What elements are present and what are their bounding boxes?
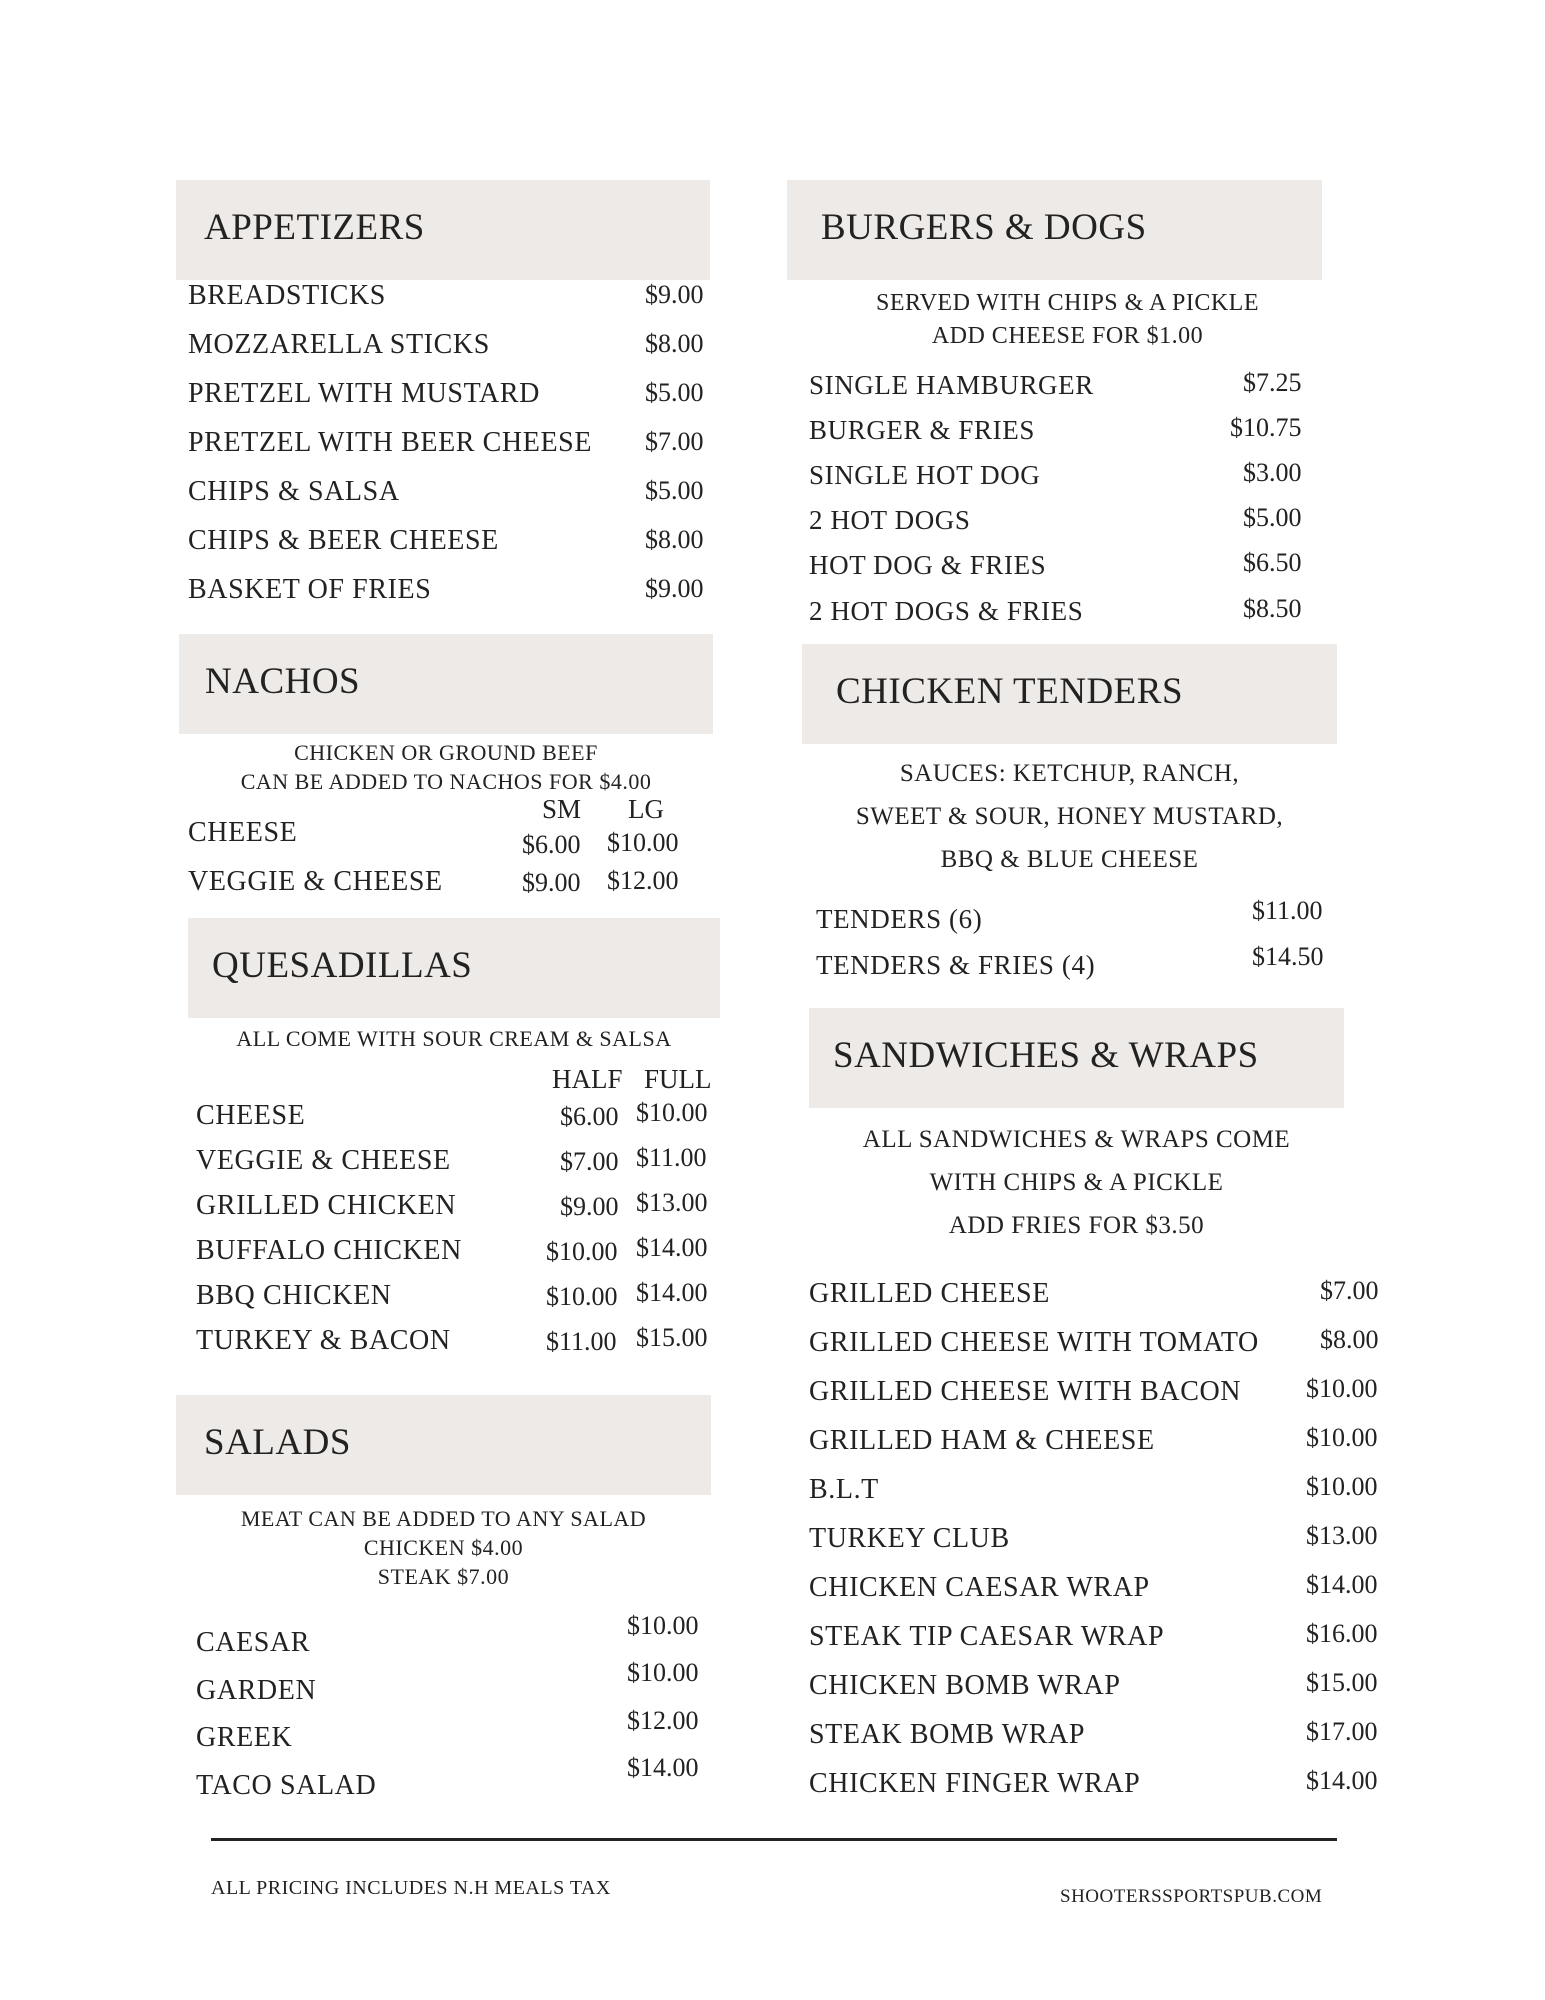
menu-item-price: $8.00 xyxy=(645,329,704,358)
menu-item-price: $8.50 xyxy=(1243,594,1302,623)
menu-item-name: GRILLED HAM & CHEESE xyxy=(809,1425,1155,1456)
quesadillas-note: ALL COME WITH SOUR CREAM & SALSA xyxy=(236,1026,672,1051)
menu-item-name: TURKEY CLUB xyxy=(809,1523,1010,1554)
menu-item-price: $14.00 xyxy=(1306,1766,1378,1795)
salads-header xyxy=(176,1395,711,1495)
menu-item-price: $5.00 xyxy=(1243,503,1302,532)
salads-note-line: CHICKEN $4.00 xyxy=(363,1535,524,1560)
menu-item-name: BREADSTICKS xyxy=(188,280,386,311)
menu-item-name: TURKEY & BACON xyxy=(196,1325,451,1356)
sandwiches-title: SANDWICHES & WRAPS xyxy=(833,1035,1259,1076)
menu-item-price-full: $11.00 xyxy=(636,1143,707,1172)
menu-item-price-sm: $6.00 xyxy=(522,830,581,859)
salads-note xyxy=(176,1506,711,1590)
nachos-note-line: CAN BE ADDED TO NACHOS FOR $4.00 xyxy=(240,769,652,794)
menu-item-name: BASKET OF FRIES xyxy=(188,574,432,605)
menu-item-price: $12.00 xyxy=(627,1706,699,1735)
menu-item-price: $8.00 xyxy=(645,525,704,554)
menu-item-price: $8.00 xyxy=(1320,1325,1379,1354)
menu-item-name: CHEESE xyxy=(188,817,298,848)
menu-item-price: $7.00 xyxy=(1320,1276,1379,1305)
menu-item-price: $15.00 xyxy=(1306,1668,1378,1697)
menu-item-price-full: $10.00 xyxy=(636,1098,708,1127)
menu-item-price: $5.00 xyxy=(645,378,704,407)
sandwiches-note xyxy=(809,1118,1344,1247)
menu-item-name: 2 HOT DOGS & FRIES xyxy=(809,596,1084,626)
menu-item-price-full: $13.00 xyxy=(636,1188,708,1217)
appetizers-title: APPETIZERS xyxy=(204,207,425,248)
appetizers-header xyxy=(176,180,710,280)
menu-item-name: TENDERS & FRIES (4) xyxy=(816,950,1096,980)
menu-item-name: CHEESE xyxy=(196,1100,306,1131)
menu-item-name: 2 HOT DOGS xyxy=(809,505,971,535)
menu-item-price-half: $9.00 xyxy=(560,1192,619,1221)
tenders-note xyxy=(802,752,1337,881)
menu-item-name: VEGGIE & CHEESE xyxy=(188,866,443,897)
menu-item-name: GRILLED CHEESE WITH BACON xyxy=(809,1376,1242,1407)
menu-item-price: $3.00 xyxy=(1243,458,1302,487)
menu-item-price: $6.50 xyxy=(1243,548,1302,577)
quesadillas-col-full: FULL xyxy=(644,1064,712,1094)
menu-item-name: BURGER & FRIES xyxy=(809,415,1035,445)
menu-item-price: $10.75 xyxy=(1230,413,1302,442)
salads-note-line: STEAK $7.00 xyxy=(377,1564,510,1589)
menu-item-price: $9.00 xyxy=(645,280,704,309)
menu-item-price: $14.50 xyxy=(1252,942,1324,971)
menu-item-name: GRILLED CHEESE xyxy=(809,1278,1050,1309)
menu-item-name: GRILLED CHEESE WITH TOMATO xyxy=(809,1327,1259,1358)
menu-item-price-lg: $12.00 xyxy=(607,866,679,895)
menu-item-price: $7.25 xyxy=(1243,368,1302,397)
menu-item-price: $10.00 xyxy=(1306,1423,1378,1452)
salads-note-line: MEAT CAN BE ADDED TO ANY SALAD xyxy=(240,1506,647,1531)
menu-item-name: SINGLE HOT DOG xyxy=(809,460,1041,490)
menu-item-name: CHICKEN BOMB WRAP xyxy=(809,1670,1121,1701)
menu-item-name: CAESAR xyxy=(196,1627,311,1658)
nachos-title: NACHOS xyxy=(205,661,361,702)
menu-item-name: STEAK TIP CAESAR WRAP xyxy=(809,1621,1165,1652)
menu-item-price: $7.00 xyxy=(645,427,704,456)
menu-item-price: $17.00 xyxy=(1306,1717,1378,1746)
menu-item-price: $16.00 xyxy=(1306,1619,1378,1648)
quesadillas-header xyxy=(188,918,720,1018)
menu-item-price-full: $14.00 xyxy=(636,1278,708,1307)
sandwiches-note-line: ADD FRIES FOR $3.50 xyxy=(948,1212,1205,1239)
menu-item-price: $10.00 xyxy=(627,1611,699,1640)
website-link[interactable]: SHOOTERSSPORTSPUB.COM xyxy=(1060,1886,1323,1907)
menu-item-price-half: $11.00 xyxy=(546,1327,617,1356)
menu-item-name: CHICKEN FINGER WRAP xyxy=(809,1768,1141,1799)
menu-item-price: $10.00 xyxy=(1306,1472,1378,1501)
sandwiches-note-line: WITH CHIPS & A PICKLE xyxy=(929,1169,1224,1196)
sandwiches-header xyxy=(809,1008,1344,1108)
menu-item-name: BUFFALO CHICKEN xyxy=(196,1235,462,1266)
menu-item-name: GARDEN xyxy=(196,1675,317,1706)
menu-item-name: TENDERS (6) xyxy=(816,904,983,934)
burgers-note-line: ADD CHEESE FOR $1.00 xyxy=(931,323,1204,349)
menu-item-name: SINGLE HAMBURGER xyxy=(809,370,1094,400)
menu-item-price: $10.00 xyxy=(627,1658,699,1687)
menu-item-name: HOT DOG & FRIES xyxy=(809,550,1047,580)
nachos-note-line: CHICKEN OR GROUND BEEF xyxy=(294,740,598,765)
tenders-note-line: SAUCES: KETCHUP, RANCH, xyxy=(899,760,1240,787)
tenders-note-line: SWEET & SOUR, HONEY MUSTARD, xyxy=(855,803,1284,830)
menu-item-price: $10.00 xyxy=(1306,1374,1378,1403)
menu-item-name: GREEK xyxy=(196,1722,293,1753)
quesadillas-title: QUESADILLAS xyxy=(212,945,473,986)
menu-item-name: B.L.T xyxy=(809,1474,879,1505)
menu-item-price-half: $7.00 xyxy=(560,1147,619,1176)
salads-title: SALADS xyxy=(204,1422,351,1463)
menu-item-name: VEGGIE & CHEESE xyxy=(196,1145,451,1176)
quesadillas-col-half: HALF xyxy=(552,1064,623,1094)
menu-item-price-half: $6.00 xyxy=(560,1102,619,1131)
menu-item-price: $5.00 xyxy=(645,476,704,505)
menu-item-name: PRETZEL WITH BEER CHEESE xyxy=(188,427,593,458)
burgers-note-line: SERVED WITH CHIPS & A PICKLE xyxy=(876,290,1259,316)
menu-item-name: BBQ CHICKEN xyxy=(196,1280,392,1311)
tax-note: ALL PRICING INCLUDES N.H MEALS TAX xyxy=(211,1877,611,1899)
menu-item-name: CHIPS & BEER CHEESE xyxy=(188,525,499,556)
menu-item-name: GRILLED CHICKEN xyxy=(196,1190,457,1221)
menu-item-name: MOZZARELLA STICKS xyxy=(188,329,490,360)
nachos-col-sm: SM xyxy=(542,794,582,824)
tenders-header xyxy=(802,644,1337,744)
burgers-title: BURGERS & DOGS xyxy=(821,207,1147,248)
menu-item-name: STEAK BOMB WRAP xyxy=(809,1719,1086,1750)
menu-item-price-half: $10.00 xyxy=(546,1282,618,1311)
menu-item-name: CHIPS & SALSA xyxy=(188,476,400,507)
burgers-header xyxy=(787,180,1322,280)
menu-item-price-full: $15.00 xyxy=(636,1323,708,1352)
nachos-header xyxy=(179,634,713,734)
menu-item-price-lg: $10.00 xyxy=(607,828,679,857)
tenders-title: CHICKEN TENDERS xyxy=(836,671,1184,712)
tenders-note-line: BBQ & BLUE CHEESE xyxy=(940,846,1199,873)
menu-item-price-half: $10.00 xyxy=(546,1237,618,1266)
menu-item-price: $11.00 xyxy=(1252,896,1323,925)
footer-divider xyxy=(211,1838,1337,1841)
menu-item-price-full: $14.00 xyxy=(636,1233,708,1262)
menu-item-name: PRETZEL WITH MUSTARD xyxy=(188,378,540,409)
menu-item-price-sm: $9.00 xyxy=(522,868,581,897)
menu-item-name: CHICKEN CAESAR WRAP xyxy=(809,1572,1150,1603)
sandwiches-note-line: ALL SANDWICHES & WRAPS COME xyxy=(862,1126,1291,1153)
menu-item-name: TACO SALAD xyxy=(196,1770,377,1801)
menu-item-price: $9.00 xyxy=(645,574,704,603)
menu-item-price: $14.00 xyxy=(627,1753,699,1782)
nachos-col-lg: LG xyxy=(628,794,664,824)
menu-item-price: $13.00 xyxy=(1306,1521,1378,1550)
nachos-note xyxy=(179,740,713,795)
burgers-note xyxy=(800,290,1335,350)
menu-item-price: $14.00 xyxy=(1306,1570,1378,1599)
